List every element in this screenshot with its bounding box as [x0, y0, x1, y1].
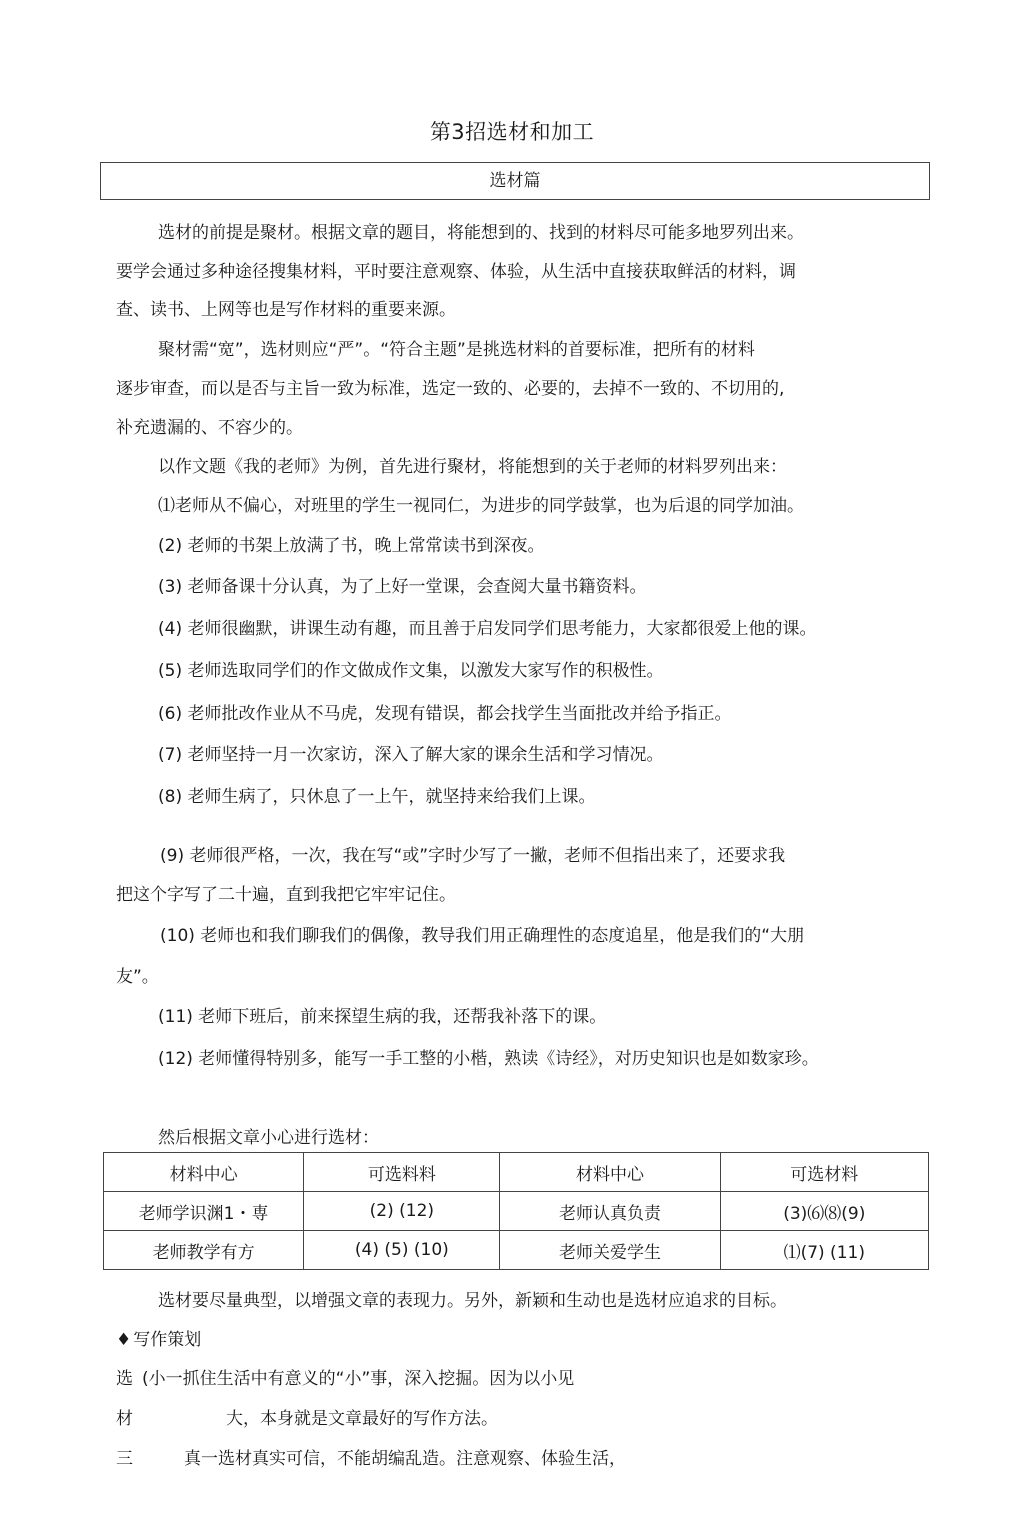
list-item: (4) 老师很幽默，讲课生动有趣，而且善于启发同学们思考能力，大家都很爱上他的课。	[158, 619, 817, 639]
table-header-cell: 可选料料	[304, 1153, 500, 1192]
material-selection-table	[103, 1152, 929, 1270]
writing-plan-row-right: (小一抓住生活中有意义的“小”事，深入挖掘。因为以小见	[142, 1369, 575, 1389]
writing-plan-row-left: 三	[116, 1449, 133, 1469]
table-row	[104, 1192, 929, 1231]
table-header-cell: 材料中心	[104, 1153, 304, 1192]
list-item: (8) 老师生病了，只休息了一上午，就坚持来给我们上课。	[158, 787, 596, 807]
table-cell: 老师学识渊1・専	[104, 1192, 304, 1231]
list-item: (12) 老师懂得特别多，能写一手工整的小楷，熟读《诗经》，对历史知识也是如数家珍。	[158, 1049, 819, 1069]
page-title: 第3招选材和加工	[429, 120, 595, 144]
table-row	[104, 1231, 929, 1270]
table-cell: (4) (5) (10)	[304, 1231, 500, 1270]
list-item: (7) 老师坚持一月一次家访，深入了解大家的课余生活和学习情况。	[158, 745, 664, 765]
table-header-cell: 可选材料	[720, 1153, 928, 1192]
paragraph-line: 逐步审查，而以是否与主旨一致为标准，选定一致的、必要的，去掉不一致的、不切用的,	[116, 379, 785, 399]
section-header-label: 选材篇	[489, 171, 541, 191]
table-cell: (3)⑹⑻(9)	[720, 1192, 928, 1231]
list-item: (6) 老师批改作业从不马虎，发现有错误，都会找学生当面批改并给予指正。	[158, 704, 732, 724]
list-item: (3) 老师备课十分认真，为了上好一堂课，会查阅大量书籍资料。	[158, 577, 647, 597]
paragraph-line: 聚材需“宽”，选材则应“严”。“符合主题”是挑选材料的首要标准，把所有的材料	[158, 340, 755, 360]
paragraph-line: 补充遗漏的、不容少的。	[116, 418, 303, 438]
writing-plan-row-right: 大，本身就是文章最好的写作方法。	[226, 1409, 498, 1429]
list-item: ⑴老师从不偏心，对班里的学生一视同仁，为进步的同学鼓掌，也为后退的同学加油。	[158, 496, 804, 516]
list-item-continuation: 友”。	[116, 967, 159, 987]
list-item: (11) 老师下班后，前来探望生病的我，还帮我补落下的课。	[158, 1007, 607, 1027]
paragraph-line: 选材要尽量典型，以增强文章的表现力。另外，新颖和生动也是选材应追求的目标。	[158, 1291, 787, 1311]
table-cell: 老师认真负责	[500, 1192, 720, 1231]
table-cell: (2) (12)	[304, 1192, 500, 1231]
paragraph-line: 选材的前提是聚材。根据文章的题目，将能想到的、找到的材料尽可能多地罗列出来。	[158, 223, 804, 243]
diamond-icon: ♦	[116, 1330, 132, 1350]
writing-plan-row-left: 材	[116, 1409, 133, 1429]
list-item: (5) 老师选取同学们的作文做成作文集，以激发大家写作的积极性。	[158, 661, 664, 681]
table-cell: 老师教学有方	[104, 1231, 304, 1270]
table-intro: 然后根据文章小心进行选材：	[158, 1128, 379, 1148]
writing-plan-heading	[116, 1329, 201, 1351]
list-item: (10) 老师也和我们聊我们的偶像，教导我们用正确理性的态度追星，他是我们的“大朋	[160, 926, 805, 946]
table-cell: ⑴(7) (11)	[720, 1231, 928, 1270]
list-item: (2) 老师的书架上放满了书，晚上常常读书到深夜。	[158, 536, 545, 556]
paragraph-line: 以作文题《我的老师》为例，首先进行聚材，将能想到的关于老师的材料罗列出来：	[158, 457, 787, 477]
table-header-cell: 材料中心	[500, 1153, 720, 1192]
writing-plan-row-left: 选	[116, 1369, 133, 1389]
section-header-box	[100, 162, 930, 200]
list-item-continuation: 把这个字写了二十遍，直到我把它牢牢记住。	[116, 885, 456, 905]
paragraph-line: 查、读书、上网等也是写作材料的重要来源。	[116, 300, 456, 320]
list-item: (9) 老师很严格，一次，我在写“或”字时少写了一撇，老师不但指出来了，还要求我	[160, 846, 786, 866]
paragraph-line: 要学会通过多种途径搜集材料，平时要注意观察、体验，从生活中直接获取鲜活的材料，调	[116, 262, 796, 282]
table-header-row	[104, 1153, 929, 1192]
table-cell: 老师关爱学生	[500, 1231, 720, 1270]
writing-plan-row-right: 真一选材真实可信，不能胡编乱造。注意观察、体验生活，	[184, 1449, 626, 1469]
writing-plan-heading-label: 写作策划	[133, 1330, 202, 1350]
